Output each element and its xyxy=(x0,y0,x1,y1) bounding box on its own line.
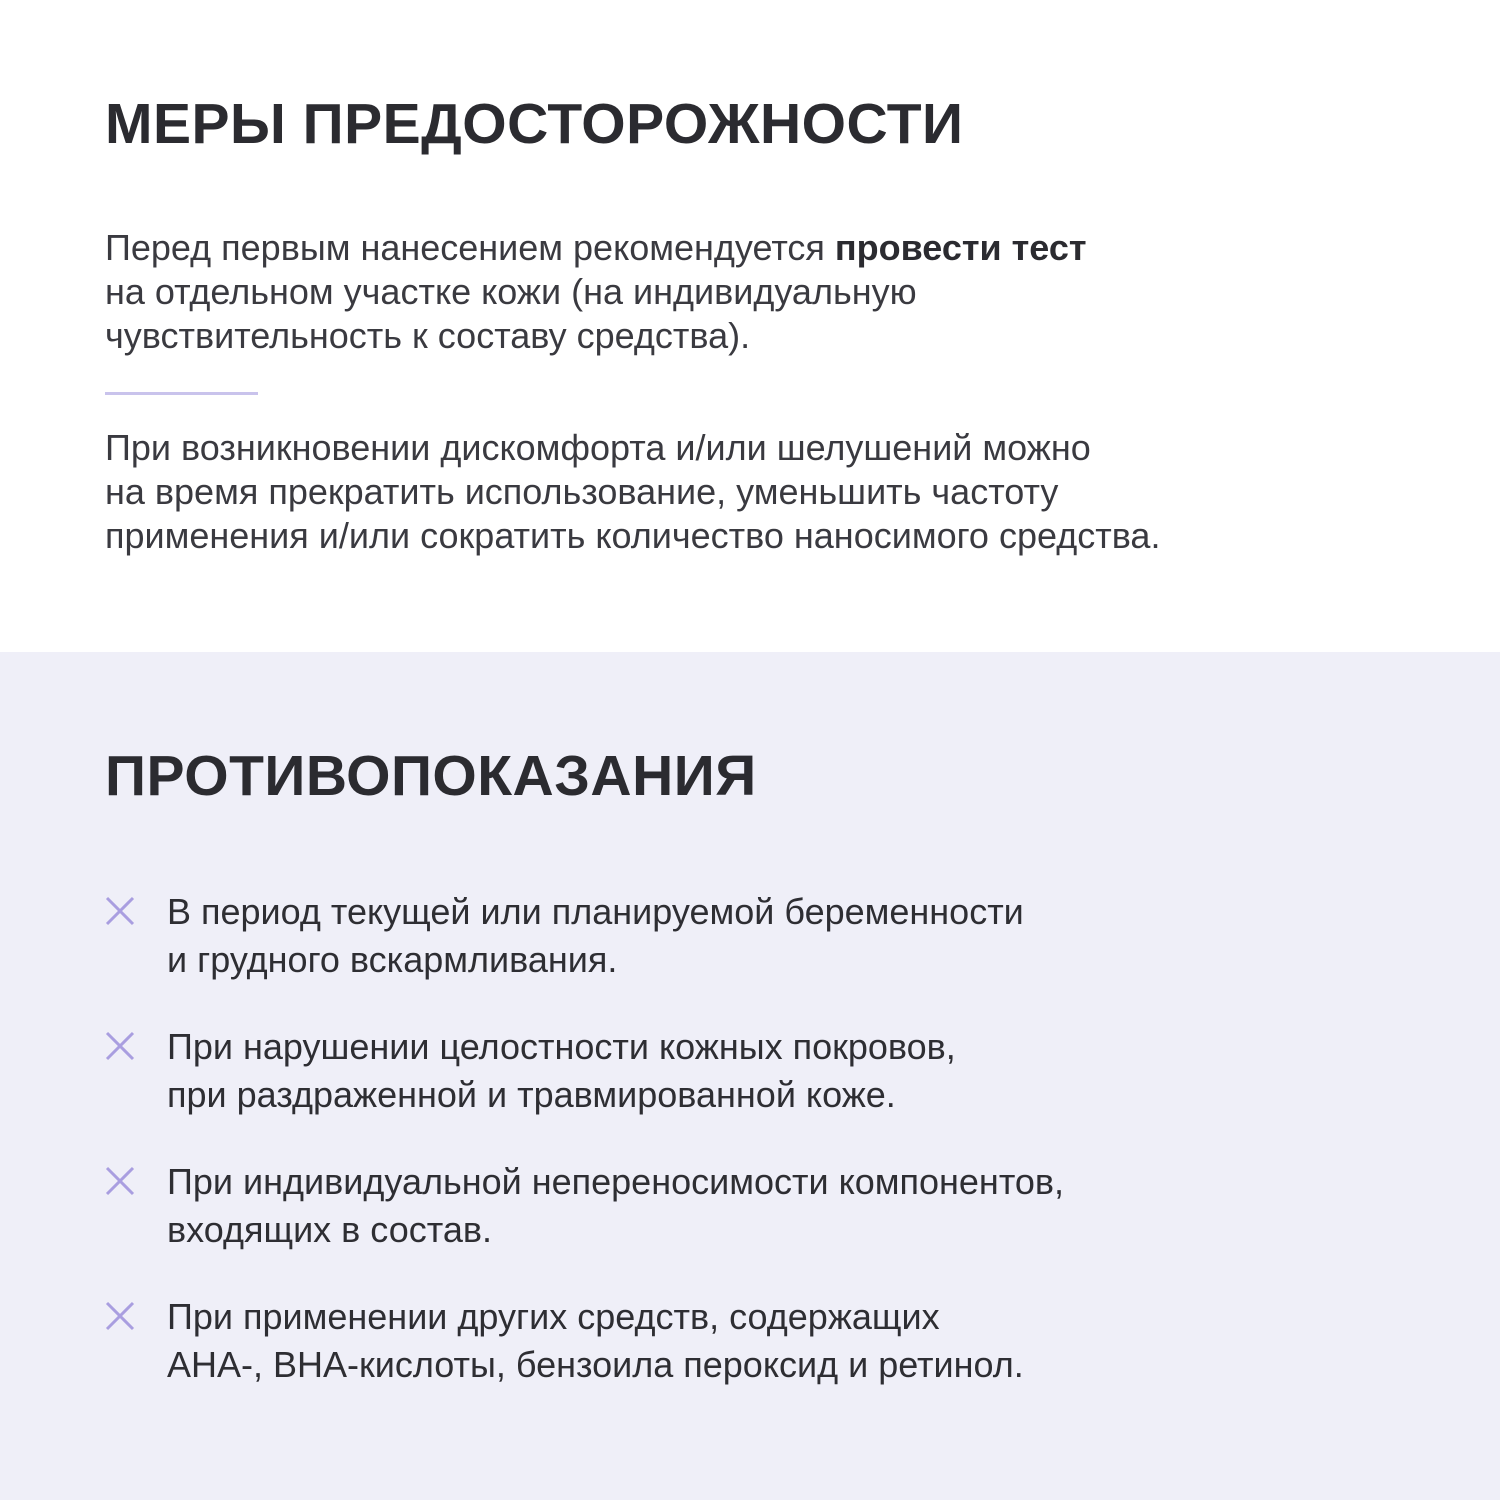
list-item-text: AHA-, BHA-кислоты, бензоила пероксид и ретинол. xyxy=(167,1344,1024,1385)
precautions-section xyxy=(0,0,1500,652)
precautions-title: МЕРЫ ПРЕДОСТОРОЖНОСТИ xyxy=(105,92,964,156)
list-item-text: При применении других средств, содержащих xyxy=(167,1296,940,1337)
contraindications-list xyxy=(105,888,1064,1428)
paragraph-line: применения и/или сократить количество наносимого средства. xyxy=(105,515,1161,556)
section-divider xyxy=(105,392,258,395)
paragraph-line: на отдельном участке кожи (на индивидуальную xyxy=(105,271,917,312)
list-item-text: В период текущей или планируемой беременности xyxy=(167,891,1024,932)
list-item-text: при раздраженной и травмированной коже. xyxy=(167,1074,896,1115)
x-icon xyxy=(105,896,135,926)
emphasis-text: провести тест xyxy=(834,227,1087,268)
list-item-text: и грудного вскармливания. xyxy=(167,939,618,980)
paragraph-line: При возникновении дискомфорта и/или шелушений можно xyxy=(105,427,1091,468)
list-item xyxy=(105,1158,1064,1293)
x-icon xyxy=(105,1301,135,1331)
contraindications-title: ПРОТИВОПОКАЗАНИЯ xyxy=(105,744,757,808)
paragraph-line: чувствительность к составу средства). xyxy=(105,315,751,356)
list-item-text: При индивидуальной непереносимости компонентов, xyxy=(167,1161,1065,1202)
discomfort-paragraph xyxy=(105,426,1405,558)
x-icon xyxy=(105,1031,135,1061)
test-recommendation-paragraph xyxy=(105,226,1405,358)
list-item-text: входящих в состав. xyxy=(167,1209,492,1250)
list-item-text: При нарушении целостности кожных покровов, xyxy=(167,1026,956,1067)
list-item xyxy=(105,888,1064,1023)
x-icon xyxy=(105,1166,135,1196)
paragraph-line xyxy=(105,226,1405,270)
list-item xyxy=(105,1023,1064,1158)
paragraph-line: на время прекратить использование, уменьшить частоту xyxy=(105,471,1059,512)
list-item xyxy=(105,1293,1064,1428)
paragraph-text: Перед первым нанесением рекомендуется xyxy=(105,227,835,268)
contraindications-section xyxy=(0,652,1500,1500)
